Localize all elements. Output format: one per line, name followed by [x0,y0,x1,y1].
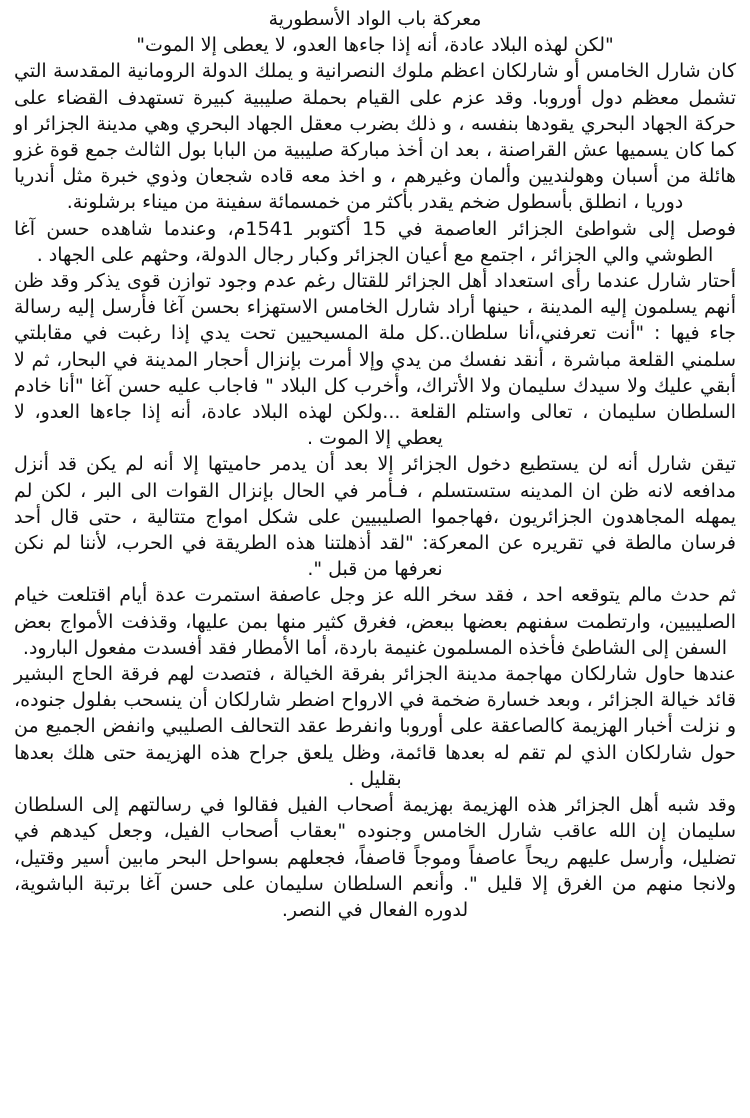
paragraph-elephant-comparison: وقد شبه أهل الجزائر هذه الهزيمة بهزيمة أصحاب الفيل فقالوا في رسالتهم إلى السلطان سليمان إن الله عاقب شارل الخامس وجنوده "بعقاب أصحاب الفيل، وجعل كيدهم في تضليل، وأرسل عليهم ريحاً عاصفاً وموجاً قاصفاً، فجعلهم بسواحل البحر مابين أسير وقتيل، ولانجا منهم من الغرق إلا قليل ". وأنعم السلطان سليمان على حسن آغا برتبة الباشوية، لدوره الفعال في النصر. [14,794,736,921]
document-subtitle-quote: "لكن لهذه البلاد عادة، أنه إذا جاءها العدو، لا يعطى إلا الموت" [136,34,614,57]
paragraph-landing-attack: تيقن شارل أنه لن يستطيع دخول الجزائر إلا بعد أن يدمر حاميتها إلا أنه لم يكن قد أنزل مدافعه لانه ظن ان المدينه ستستسلم ، فـأمر في الحال بإنزال القوات الى البر ، لكن لم يمهله المجاهدون الجزائريون ،فهاجموا الصليبيين على شكل امواج متتالية ، حتى قال أحد فرسان مالطة في تقريره عن المعركة: "لقد أذهلتنا هذه الطريقة في الحرب، لأننا لم نكن نعرفها من قبل ". [14,453,736,581]
document-title: معركة باب الواد الأسطورية [268,8,482,30]
paragraph-arrival-algiers: فوصل إلى شواطئ الجزائر العاصمة في 15 أكتوبر 1541م، وعندما شاهده حسن آغا الطوشي والي الجزائر ، اجتمع مع أعيان الجزائر وكبار رجال الدولة، وحثهم على الجهاد . [14,217,736,266]
paragraph-letter-exchange: أحتار شارل عندما رأى استعداد أهل الجزائر للقتال رغم عدم وجود توازن قوى يذكر وقد ظن أنهم يسلمون إليه المدينة ، حينها أراد شارل الخامس الاستهزاء بحسن آغا فأرسل إليه رسالة جاء فيها : "أنت تعرفني،أنا سلطان..كل ملة المسيحيين تحت يدي إذا رغبت في مقابلتي سلمني القلعة مباشرة ، أنقد نفسك من يدي وإلا أمرت بإنزال أحجار المدينة في البحار، ثم لا أبقي عليك ولا سيدك سليمان ولا الأتراك، وأخرب كل البلاد " فاجاب عليه حسن آغا "أنا خادم السلطان سليمان ، تعالى واستلم القلعة ...ولكن لهذه البلاد عادة، أنه إذا جاءها العدو، لا يعطي إلا الموت . [14,270,736,450]
paragraph-cavalry-retreat: عندها حاول شارلكان مهاجمة مدينة الجزائر بفرقة الخيالة ، فتصدت لهم فرقة الحاج البشير قائد خيالة الجزائر ، وبعد خسارة ضخمة في الارواح اضطر شارلكان أن ينسحب بفلول جنوده، و نزلت أخبار الهزيمة كالصاعقة على أوروبا وانفرط عقد التحالف الصليبي وانفض الجميع من حول شارلكان الذي لم تقم له بعدها قائمة، وظل يلعق جراح هذه الهزيمة حتى هلك بعدها بقليل . [14,663,736,790]
paragraph-charles-campaign: كان شارل الخامس أو شارلكان اعظم ملوك النصرانية و يملك الدولة الرومانية المقدسة التي تشمل معظم دول أوروبا. وقد عزم على القيام بحملة صليبية كبيرة تستهدف القضاء على حركة الجهاد البحري يقودها بنفسه ، و ذلك بضرب معقل الجهاد البحري وهي مدينة الجزائر او كما كان يسميها عش القراصنة ، بعد ان أخذ مباركة صليبية من البابا بول الثالث جمع قوة غزو هائلة من أسبان وهولنديين وألمان وغيرهم ، و اخذ معه قاده شجعان وذوي خبرة مثل أندريا دوريا ، انطلق بأسطول ضخم يقدر بأكثر من خمسمائة سفينة من ميناء برشلونة. [14,60,736,214]
paragraph-storm: ثم حدث مالم يتوقعه احد ، فقد سخر الله عز وجل عاصفة استمرت عدة أيام اقتلعت خيام الصليبيين، وارتطمت سفنهم بعضها ببعض، فغرق كثير منها بمن عليها، وقذفت الأمواج بعض السفن إلى الشاطئ فأخذه المسلمون غنيمة باردة، أما الأمطار فقد أفسدت مفعول البارود. [14,584,736,659]
